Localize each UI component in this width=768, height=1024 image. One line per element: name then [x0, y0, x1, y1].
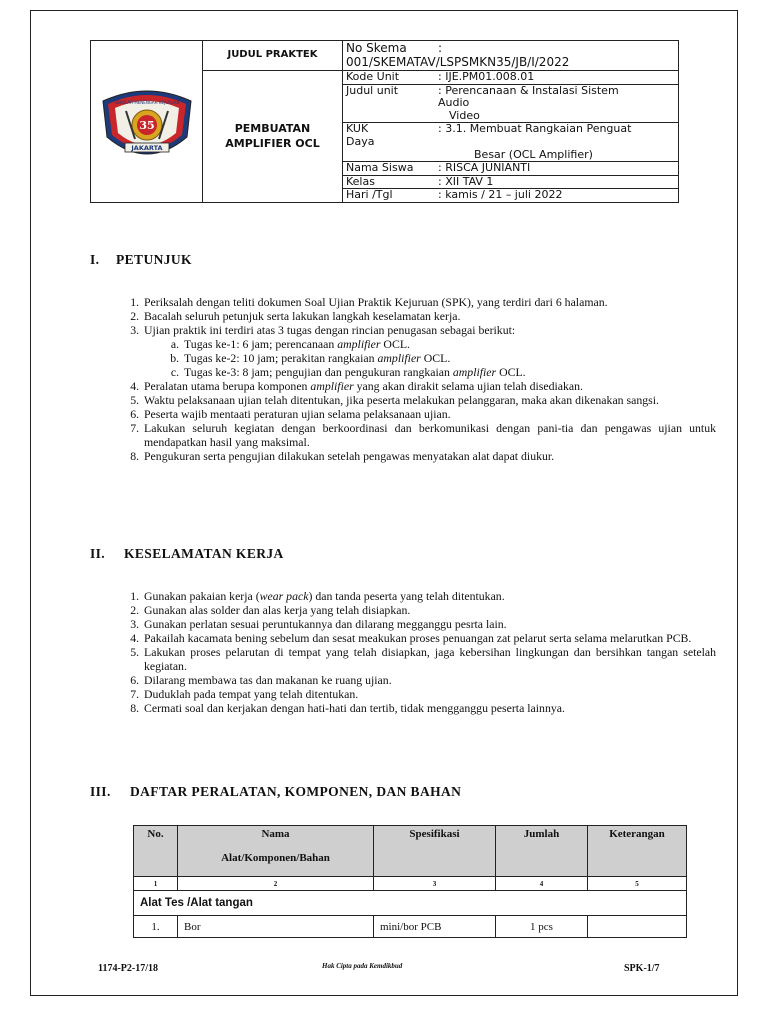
- petunjuk-list: [104, 295, 716, 463]
- list-item: b. Tugas ke-2: 10 jam; perakitan rangkaian amplifier OCL.: [182, 351, 716, 365]
- judul-praktek-label: JUDUL PRAKTEK: [203, 41, 343, 71]
- svg-text:JAKARTA: JAKARTA: [130, 143, 163, 152]
- list-item: 1. Gunakan pakaian kerja (wear pack) dan tanda peserta yang telah ditentukan.: [142, 589, 716, 603]
- group-row: Alat Tes /Alat tangan: [134, 891, 687, 916]
- list-item: 4. Peralatan utama berupa komponen amplifier yang akan dirakit selama ujian telah disediakan.: [142, 379, 716, 393]
- list-item: 7. Duduklah pada tempat yang telah ditentukan.: [142, 687, 716, 701]
- judul-unit-row: Judul unit : Perencanaan & Instalasi Sistem Audio Video: [343, 84, 679, 123]
- no-skema-row: No Skema : 001/SKEMATAV/LSPSMKN35/JB/I/2022: [343, 41, 679, 71]
- equipment-table: [133, 825, 687, 938]
- tugas-sublist: [144, 337, 716, 379]
- logo-cell: [91, 41, 203, 203]
- nama-siswa-row: Nama Siswa : RISCA JUNIANTI: [343, 162, 679, 176]
- col-header-keterangan: Keterangan: [588, 826, 687, 877]
- list-item: 1. Periksalah dengan teliti dokumen Soal Ujian Praktik Kejuruan (SPK), yang terdiri dari 6 halaman.: [142, 295, 716, 309]
- list-item: 5. Lakukan proses pelarutan di tempat yang telah disiapkan, jaga kebersihan lingkungan dan bersihkan tangan setelah kegiatan.: [142, 645, 716, 673]
- list-item: 4. Pakailah kacamata bening sebelum dan sesat meakukan proses penuangan zat pelarut serta selama melarutkan PCB.: [142, 631, 716, 645]
- list-item: 3. Ujian praktik ini terdiri atas 3 tugas dengan rincian penugasan sebagai berikut: a. Tugas ke-1: 6 jam; perencanaan amplifier OCL. b. Tugas ke-2: 10 jam; perakitan rangkaian amplifier OCL. c. Tugas ke-3: 8 jam; pengujian dan pengukuran rangkaian amplifier OCL.: [142, 323, 716, 379]
- svg-text:35: 35: [138, 118, 155, 132]
- list-item: 6. Dilarang membawa tas dan makanan ke ruang ujian.: [142, 673, 716, 687]
- practice-title: PEMBUATAN AMPLIFIER OCL: [203, 71, 343, 203]
- col-header-nama: Nama Alat/Komponen/Bahan: [178, 826, 374, 877]
- hari-tgl-row: Hari /Tgl : kamis / 21 – juli 2022: [343, 189, 679, 203]
- col-header-no: No.: [134, 826, 178, 877]
- col-header-spesifikasi: Spesifikasi: [374, 826, 496, 877]
- list-item: 6. Peserta wajib mentaati peraturan ujian selama pelaksanaan ujian.: [142, 407, 716, 421]
- footer-copyright: Hak Cipta pada Kemdikbud: [322, 962, 403, 970]
- svg-text:SEKOLAH MENENGAH KEJURUAN: SEKOLAH MENENGAH KEJURUAN: [113, 99, 180, 105]
- section-petunjuk-heading: I. PETUNJUK: [90, 252, 192, 267]
- keselamatan-list: [104, 589, 716, 715]
- col-header-jumlah: Jumlah: [496, 826, 588, 877]
- list-item: 2. Bacalah seluruh petunjuk serta lakukan langkah keselamatan kerja.: [142, 309, 716, 323]
- kelas-row: Kelas : XII TAV 1: [343, 175, 679, 189]
- school-logo-icon: [93, 67, 201, 173]
- header-table: [90, 40, 679, 203]
- footer-code: 1174-P2-17/18: [98, 963, 158, 974]
- table-row: 1. Bor mini/bor PCB 1 pcs: [134, 916, 687, 938]
- list-item: 8. Cermati soal dan kerjakan dengan hati-hati dan tertib, tidak mengganggu peserta lainnya.: [142, 701, 716, 715]
- list-item: 5. Waktu pelaksanaan ujian telah ditentukan, jika peserta melakukan pelanggaran, maka akan dikenakan sangsi.: [142, 393, 716, 407]
- list-item: c. Tugas ke-3: 8 jam; pengujian dan pengukuran rangkaian amplifier OCL.: [182, 365, 716, 379]
- footer-page: SPK-1/7: [624, 963, 660, 974]
- list-item: 7. Lakukan seluruh kegiatan dengan berkoordinasi dan berkomunikasi dengan pani-tia dan pengawas ujian untuk mendapatkan hasil yang maksimal.: [142, 421, 716, 449]
- list-item: 8. Pengukuran serta pengujian dilakukan setelah pengawas menyatakan alat dapat diukur.: [142, 449, 716, 463]
- column-number-row: 1 2 3 4 5: [134, 877, 687, 891]
- kode-unit-row: Kode Unit : IJE.PM01.008.01: [343, 71, 679, 85]
- kuk-row: KUK : 3.1. Membuat Rangkaian Penguat Daya Besar (OCL Amplifier): [343, 123, 679, 162]
- section-keselamatan-heading: II. KESELAMATAN KERJA: [90, 546, 284, 561]
- list-item: a. Tugas ke-1: 6 jam; perencanaan amplifier OCL.: [182, 337, 716, 351]
- section-daftar-heading: III. DAFTAR PERALATAN, KOMPONEN, DAN BAHAN: [90, 784, 462, 799]
- list-item: 3. Gunakan perlatan sesuai peruntukannya dan dilarang megganggu pesrta lain.: [142, 617, 716, 631]
- list-item: 2. Gunakan alas solder dan alas kerja yang telah disiapkan.: [142, 603, 716, 617]
